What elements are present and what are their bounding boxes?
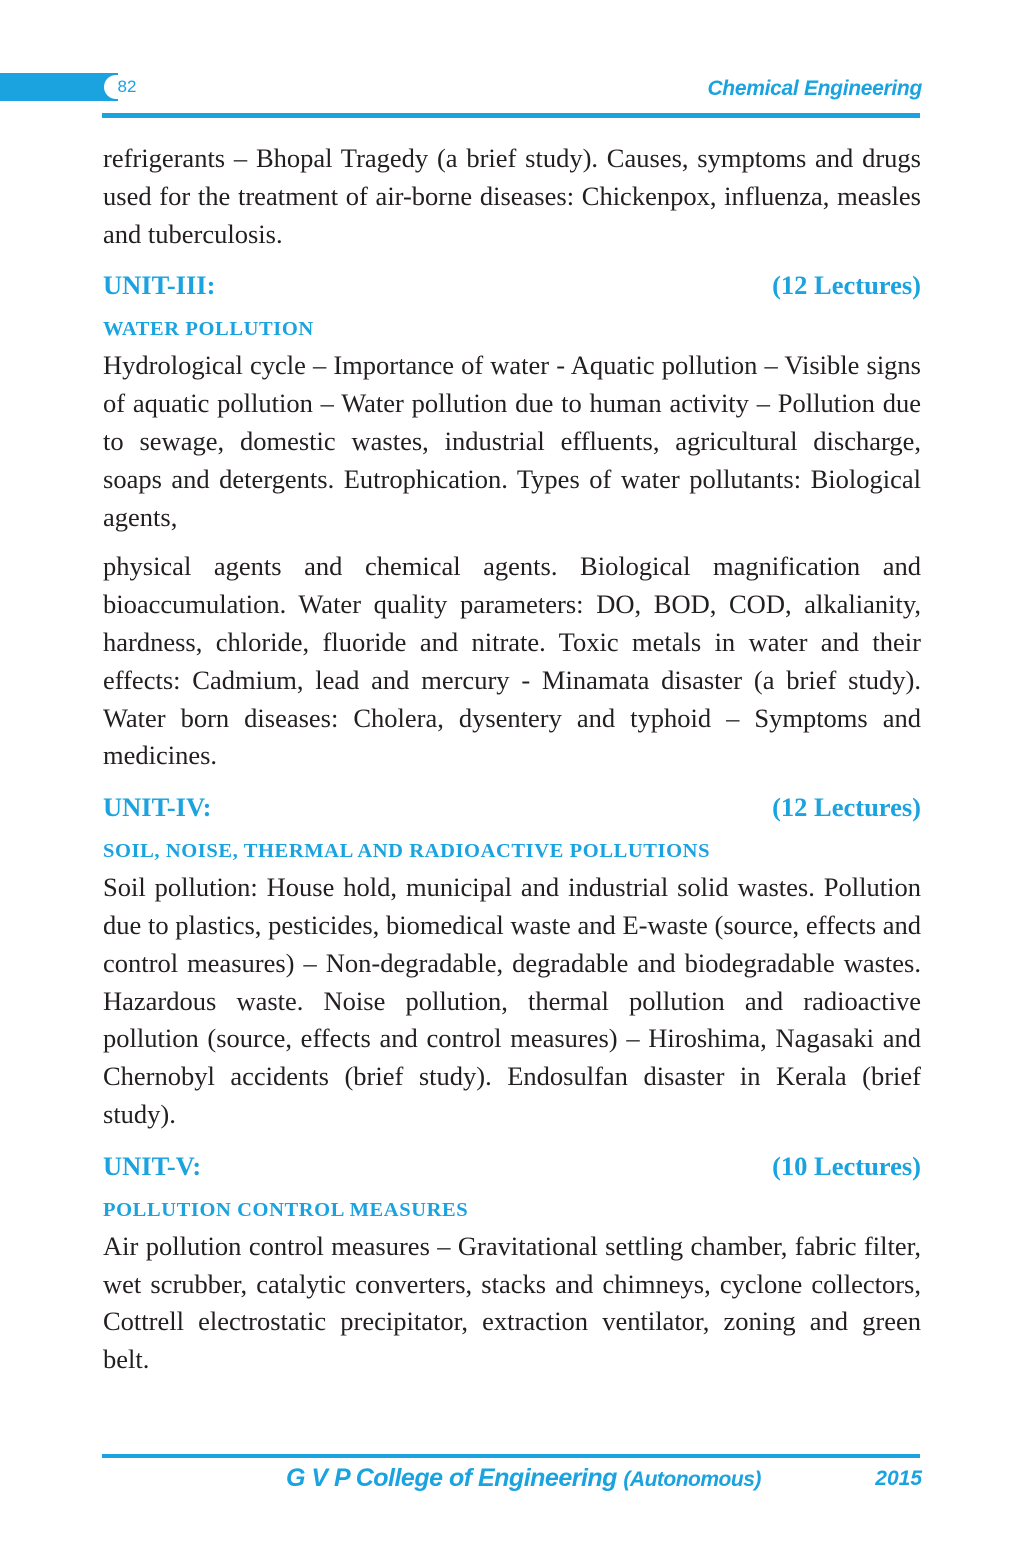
footer-autonomous: (Autonomous)	[623, 1468, 761, 1491]
unit-lectures: (12 Lectures)	[772, 792, 921, 823]
unit-topic: POLLUTION CONTROL MEASURES	[103, 1198, 469, 1221]
header-accent-bar	[0, 73, 118, 101]
unit-title: UNIT-III:	[103, 270, 216, 301]
unit-4-section	[103, 791, 921, 1134]
unit-heading	[103, 791, 921, 823]
unit-paragraph: Soil pollution: House hold, municipal and industrial solid wastes. Pollution due to plastics, pesticides, biomedical waste and E-waste (source, effects and control measures) – Non-degradable, degradable and biodegradable wastes. Hazardous waste. Noise pollution, thermal pollution and radioactive pollution (source, effects and control measures) – Hiroshima, Nagasaki and Chernobyl accidents (brief study). Endosulfan disaster in Kerala (brief study).	[103, 872, 921, 1129]
unit-paragraph: Hydrological cycle – Importance of water - Aquatic pollution – Visible signs of aquatic pollution – Water pollution due to human activity – Pollution due to sewage, domestic wastes, industrial effluents, agricultural discharge, soaps and detergents. Eutrophication. Types of water pollutants: Biological agents,	[103, 350, 921, 532]
unit-title: UNIT-V:	[103, 1150, 202, 1181]
unit-title: UNIT-IV:	[103, 792, 212, 823]
unit-topic: WATER POLLUTION	[103, 318, 314, 341]
unit-heading	[103, 1150, 921, 1182]
page-number: 82	[104, 75, 150, 99]
page-body	[103, 140, 921, 1379]
footer-college-name: G V P College of Engineering	[286, 1464, 617, 1492]
unit-lectures: (12 Lectures)	[772, 270, 921, 301]
footer-year: 2015	[875, 1467, 922, 1490]
unit-paragraph: physical agents and chemical agents. Biological magnification and bioaccumulation. Water quality parameters: DO, BOD, COD, alkalianity, hardness, chloride, fluoride and nitrate. Toxic metals in water and their effects: Cadmium, lead and mercury - Minamata disaster (a brief study). Water born diseases: Cholera, dysentery and typhoid – Symptoms and medicines.	[103, 551, 921, 771]
intro-paragraph: refrigerants – Bhopal Tragedy (a brief study). Causes, symptoms and drugs used for the treatment of air-borne diseases: Chickenpox, influenza, measles and tuberculosis.	[103, 143, 921, 249]
unit-topic: SOIL, NOISE, THERMAL AND RADIOACTIVE POLLUTIONS	[103, 840, 711, 863]
footer-college	[286, 1464, 761, 1493]
footer-rule	[102, 1454, 920, 1458]
header-rule	[102, 113, 920, 118]
unit-heading	[103, 269, 921, 301]
unit-5-section	[103, 1150, 921, 1379]
unit-3-section	[103, 269, 921, 775]
running-title: Chemical Engineering	[707, 77, 922, 100]
unit-lectures: (10 Lectures)	[772, 1150, 921, 1181]
unit-paragraph: Air pollution control measures – Gravitational settling chamber, fabric filter, wet scrubber, catalytic converters, stacks and chimneys, cyclone collectors, Cottrell electrostatic precipitator, extraction ventilator, zoning and green belt.	[103, 1230, 921, 1375]
